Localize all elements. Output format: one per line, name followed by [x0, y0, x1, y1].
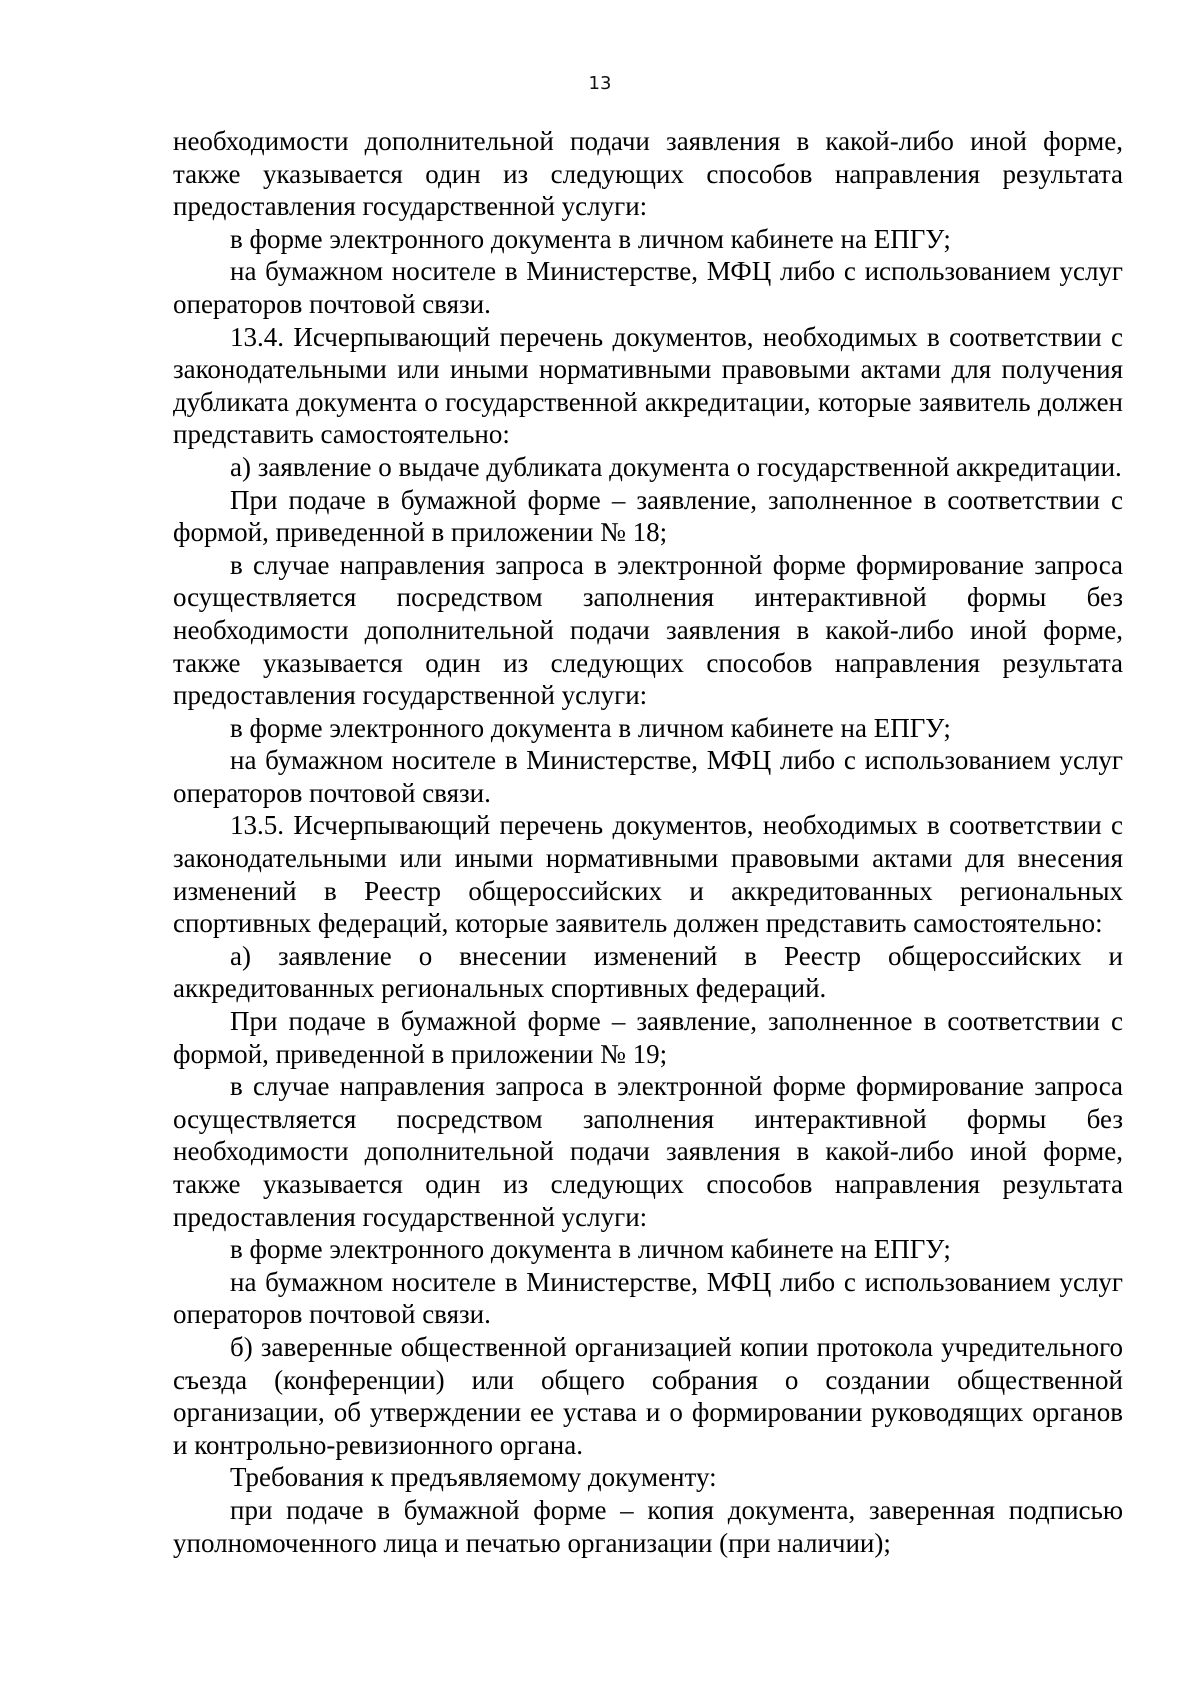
- document-body: [173, 125, 1123, 1559]
- paragraph: на бумажном носителе в Министерстве, МФЦ либо с использованием услуг операторов почтовой связи.: [173, 745, 1123, 808]
- paragraph: б) заверенные общественной организацией копии протокола учредительного съезда (конференции) или общего собрания о создании общественной организации, об утверждении ее устава и о формировании руководящих органов и контрольно-ревизионного органа.: [173, 1331, 1123, 1460]
- paragraph: При подаче в бумажной форме – заявление, заполненное в соответствии с формой, приведенной в приложении № 18;: [173, 484, 1123, 548]
- paragraph: в случае направления запроса в электронной форме формирование запроса осуществляется посредством заполнения интерактивной формы без необходимости дополнительной подачи заявления в какой-либо иной форме, также указывается один из следующих способов направления результата предоставления государственной услуги:: [173, 549, 1123, 711]
- paragraph: а) заявление о выдаче дубликата документа о государственной аккредитации.: [230, 451, 1122, 482]
- paragraph: на бумажном носителе в Министерстве, МФЦ либо с использованием услуг операторов почтовой связи.: [173, 1266, 1123, 1330]
- paragraph: в случае направления запроса в электронной форме формирование запроса осуществляется посредством заполнения интерактивной формы без необходимости дополнительной подачи заявления в какой-либо иной форме, также указывается один из следующих способов направления результата предоставления государственной услуги:: [173, 1071, 1123, 1232]
- paragraph: необходимости дополнительной подачи заявления в какой-либо иной форме, также указывается один из следующих способов направления результата предоставления государственной услуги:: [173, 126, 1123, 222]
- paragraph: в форме электронного документа в личном кабинете на ЕПГУ;: [230, 1234, 951, 1265]
- paragraph: Требования к предъявляемому документу:: [230, 1462, 717, 1493]
- paragraph: на бумажном носителе в Министерстве, МФЦ либо с использованием услуг операторов почтовой связи.: [173, 256, 1123, 319]
- paragraph: в форме электронного документа в личном кабинете на ЕПГУ;: [230, 223, 951, 254]
- paragraph: 13.5. Исчерпывающий перечень документов, необходимых в соответствии с законодательными или иными нормативными правовыми актами для внесения изменений в Реестр общероссийских и аккредитованных региональных спортивных федераций, которые заявитель должен представить самостоятельно:: [173, 810, 1123, 939]
- paragraph: в форме электронного документа в личном кабинете на ЕПГУ;: [230, 712, 951, 743]
- paragraph: при подаче в бумажной форме – копия документа, заверенная подписью уполномоченного лица и печатью организации (при наличии);: [173, 1494, 1123, 1558]
- paragraph: При подаче в бумажной форме – заявление, заполненное в соответствии с формой, приведенной в приложении № 19;: [173, 1006, 1123, 1069]
- page-number: 13: [588, 73, 612, 94]
- paragraph: а) заявление о внесении изменений в Реестр общероссийских и аккредитованных региональных спортивных федераций.: [173, 940, 1123, 1004]
- paragraph: 13.4. Исчерпывающий перечень документов, необходимых в соответствии с законодательными или иными нормативными правовыми актами для получения дубликата документа о государственной аккредитации, которые заявитель должен представить самостоятельно:: [173, 321, 1123, 450]
